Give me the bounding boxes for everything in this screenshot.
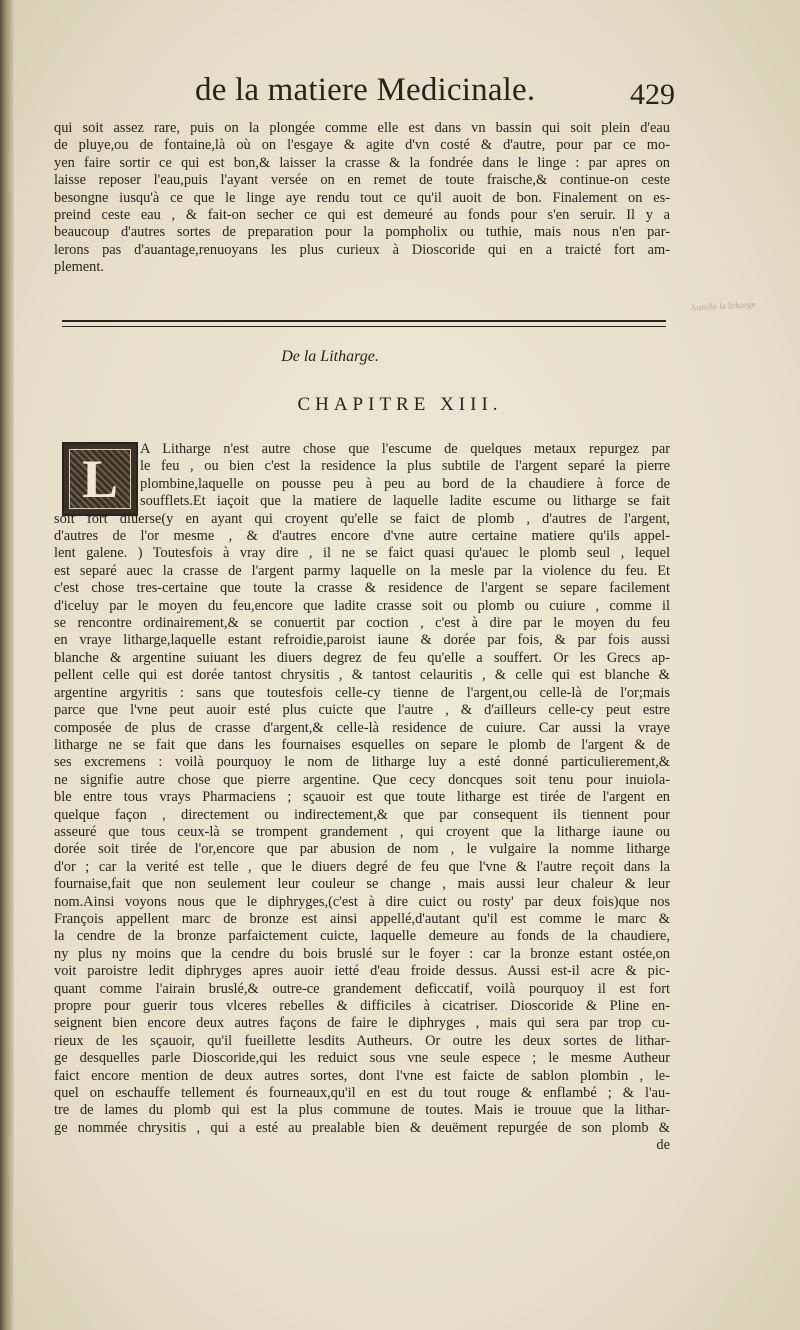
text-line: faict encore mention de deux autres sortes, dont l'vne est faicte de sablon plombin , le- xyxy=(54,1067,670,1084)
text-line: seignent bien encore deux autres façons de faire le diphryges , mais qui sera par trop cu- xyxy=(54,1015,670,1032)
text-line: quant comme l'airain bruslé,& outre-ce grandement deficcatif, voilà pourquoy il est fort xyxy=(54,980,670,997)
text-line: composée de plus de crasse d'argent,& celle-là residence de cuiure. Car aussi la vraye xyxy=(54,719,670,736)
text-line: de pluye,ou de fontaine,là où on l'esgaye & agite d'vn costé & d'autre, pour par ce mo- xyxy=(54,137,670,154)
paragraph-lead-lines xyxy=(140,441,670,511)
text-line: laisse reposer l'eau,puis l'ayant versée on en remet de toute fraische,& continue-on ceste xyxy=(54,172,670,189)
running-title: de la matiere Medicinale. xyxy=(195,72,536,108)
horizontal-rule xyxy=(62,320,666,327)
text-line: la cendre de la bronze parfaictement cuicte, laquelle demeure au fonds de la chaudiere, xyxy=(54,928,670,945)
text-line: ny plus ny moins que la cendre du bois bruslé sur le foyer : car la bronze estant ostée,on xyxy=(54,945,670,962)
text-line: dorée soit tirée de l'or,encore que par abusion de nom , le vulgaire la nomme litharge xyxy=(54,841,670,858)
text-line: se rencontre ordinairement,& se conuertit par coction , c'est à dire par le moyen du feu xyxy=(54,615,670,632)
text-line: François appellent marc de bronze est ainsi appellé,d'autant qu'il est comme le marc & xyxy=(54,910,670,927)
dropcap-letter: L xyxy=(81,449,119,509)
text-line: plombine,laquelle on pousse peu à peu au bord de la chaudiere à force de xyxy=(140,475,670,492)
paragraph-pompholix xyxy=(54,120,670,277)
text-line: propre pour guerir tous vlceres rebelles & difficiles à cicatriser. Dioscoride & Pline en- xyxy=(54,998,670,1014)
text-line: yen faire sortir ce qui est bon,& laisser la crasse & la fondrée dans le linge : par apres on xyxy=(54,154,670,171)
text-line: plement. xyxy=(54,259,104,276)
text-line: litharge ne se fait que dans les fournaises esquelles on separe le plomb de l'argent & de xyxy=(54,736,670,753)
paragraph-litharge xyxy=(54,441,670,1155)
text-line: d'or ; car la verité est telle , que le diuers degré de feu que l'vne & l'autre reçoit dans la xyxy=(54,858,670,875)
faded-margin-note: Aureile la litharge xyxy=(689,299,756,313)
text-line: ge nommée chrysitis , qui a esté au prealable bien & deuëment repurgée de son plomb & xyxy=(54,1119,670,1136)
text-line: c'est chose tres-certaine que toute la crasse & residence de l'argent se separe facilement xyxy=(54,580,670,597)
text-line: d'autres de l'or mesme , & d'autres encore d'vne autre certaine matiere qu'ils appel- xyxy=(54,528,670,545)
chapter-heading: CHAPITRE XIII. xyxy=(297,394,503,415)
text-line: lent galene. ) Toutesfois à vray dire , il ne se faict quasi qu'auec le plomb seul , lequel xyxy=(54,545,670,562)
page-binding-edge xyxy=(0,0,14,1330)
page-number: 429 xyxy=(630,78,675,111)
text-line: pellent celle qui est dorée tantost chrysitis , & tantost celauritis , & celle qui est blanche & xyxy=(54,667,670,684)
text-line: quel on eschauffe tellement és fourneaux,qu'il en est du tout rouge & enflambé ; & l'au- xyxy=(54,1085,670,1102)
text-line: nom.Ainsi voyons nous que le diphryges,(c'est à dire cuict ou rosty' par deux fois)que nos xyxy=(54,893,670,910)
text-line: besongne iusqu'à ce que le linge aye rendu tout ce qu'il auoit de bon. Finalement on es- xyxy=(54,189,670,206)
page-header xyxy=(195,72,675,122)
text-line: ble entre tous vrays Pharmaciens ; sçauoir est que toute litharge est tirée de l'argent en xyxy=(54,789,670,806)
text-line: soufflets.Et iaçoit que la matiere de laquelle ladite escume ou litharge se fait xyxy=(140,493,670,510)
text-line: argentine argyritis : sans que toutesfois celle-cy tienne de l'argent,ou celle-là de l'or;mais xyxy=(54,684,670,701)
text-line: qui soit assez rare, puis on la plongée comme elle est dans vn bassin qui soit plein d'eau xyxy=(54,120,670,136)
text-line: preind ceste eau , & fait-on secher ce qui est demeuré au fonds pour s'en seruir. Il y a xyxy=(54,207,670,224)
text-line: parce que l'vne peut auoir esté plus cuicte que l'autre , & d'ailleurs celle-cy peut estre xyxy=(54,702,670,719)
text-line: tre de lames du plomb qui est la plus commune de toutes. Mais ie trouue que la lithar- xyxy=(54,1102,670,1119)
section-title-text: De la Litharge. xyxy=(281,348,379,365)
text-line: A Litharge n'est autre chose que l'escume de quelques metaux repurgez par xyxy=(140,441,670,457)
text-line: ge desquelles parle Dioscoride,qui les reduict sous vne seule espece ; le mesme Autheur xyxy=(54,1050,670,1067)
text-line: asseuré que tous ceux-là se trompent grandement , qui croyent que la litharge iaune ou xyxy=(54,823,670,840)
text-line: fournaise,fait que non seulement leur couleur se change , mais aussi leur chaleur & leur xyxy=(54,876,670,893)
text-line: le feu , ou bien c'est la residence la plus subtile de l'argent separé la pierre xyxy=(140,458,670,475)
text-line: ne signifie autre chose que pierre argentine. Que cecy doncques soit tenu pour inuiola- xyxy=(54,771,670,788)
paragraph-body-lines xyxy=(54,511,670,1138)
text-line: voit paroistre ledit diphryges apres auoir ietté d'eau froide dessus. Aussi est-il acre & pic- xyxy=(54,963,670,980)
text-line: beaucoup d'autres sortes de preparation pour la pompholix ou tuthie, mais nous n'en par- xyxy=(54,224,670,241)
text-line: d'iceluy par le moyen du feu,encore que ladite crasse soit ou plomb ou cuiure , comme il xyxy=(54,597,670,614)
text-line: quelque façon , directement ou indirectement,& que par consequent ils tiennent pour xyxy=(54,806,670,823)
text-line: en vraye litharge,laquelle estant refroidie,paroist iaune & dorée par fois, & par fois aussi xyxy=(54,632,670,649)
text-line: soit fort diuerse(y en ayant qui croyent qu'elle se faict de plomb , d'autres de l'argent, xyxy=(54,510,670,527)
text-line: blanche & argentine suiuant les diuers degrez de feu qu'elle a souffert. Or les Grecs ap- xyxy=(54,649,670,666)
text-line: ses excremens : voilà pourquoy le nom de litharge luy a esté donné particulierement,& xyxy=(54,754,670,771)
text-line: lerons pas d'auantage,renuoyans les plus curieux à Dioscoride qui en a traicté fort am- xyxy=(54,241,670,258)
text-line: rieux de les sçauoir, qu'il fueillette lesdits Autheurs. Or outre les deux sortes de lithar- xyxy=(54,1032,670,1049)
section-title xyxy=(0,348,800,366)
catchword: de xyxy=(656,1137,670,1154)
text-line: est separé auec la crasse de l'argent parmy laquelle on la mesle par la violence du feu. Et xyxy=(54,562,670,579)
